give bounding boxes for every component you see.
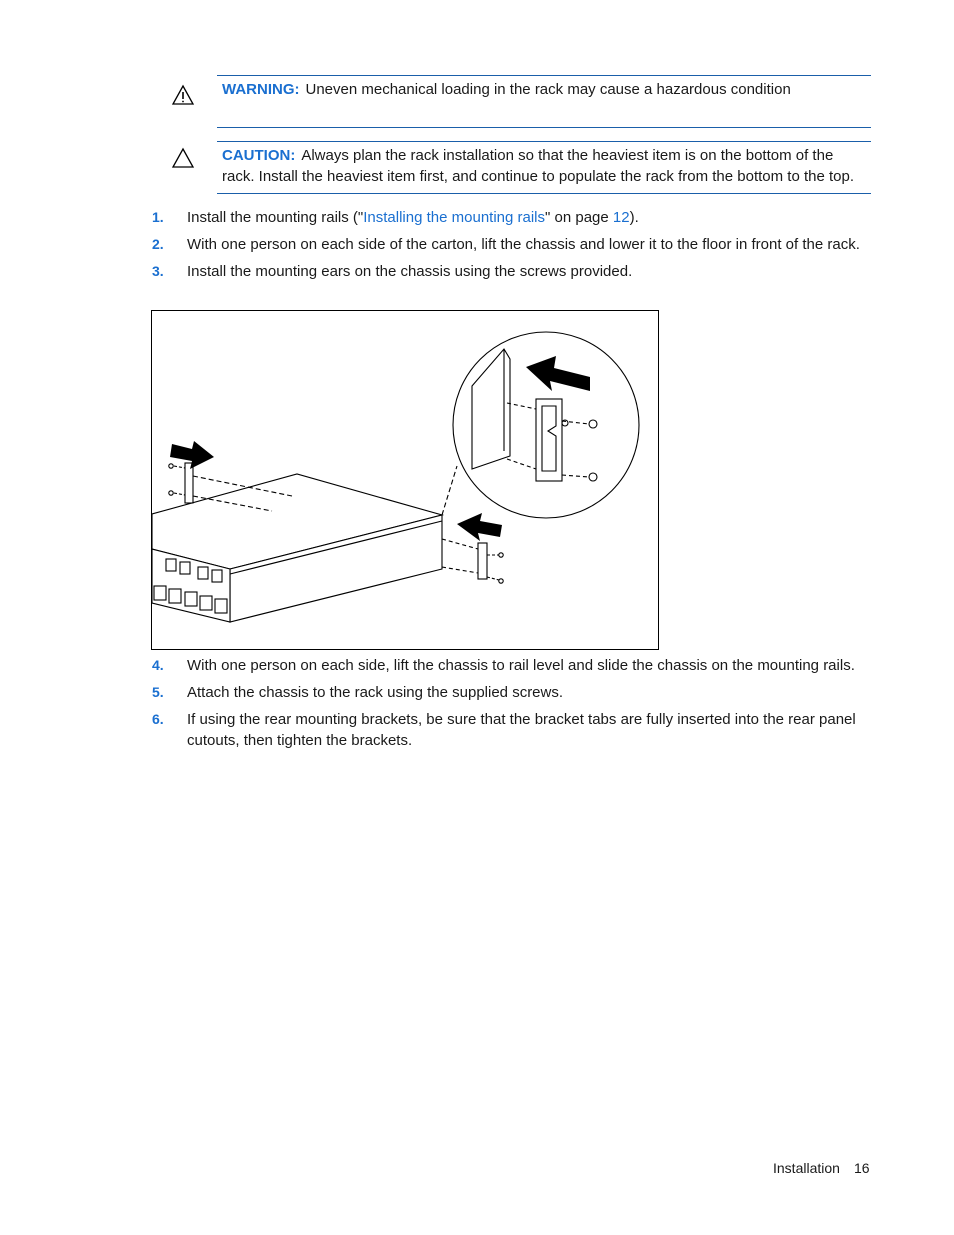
step-text: If using the rear mounting brackets, be sure that the bracket tabs are fully inserted into the rear panel cutouts, then tighten the brackets. (187, 711, 856, 749)
step-item (152, 234, 872, 255)
step-item (152, 682, 872, 703)
right-arrow-icon (457, 513, 502, 541)
caution-triangle-icon (171, 147, 195, 169)
warning-notice (217, 75, 871, 128)
step-item (152, 655, 872, 676)
step-text: With one person on each side, lift the chassis to rail level and slide the chassis on the mounting rails. (187, 657, 855, 674)
page-footer (773, 1158, 870, 1179)
step-text: Attach the chassis to the rack using the supplied screws. (187, 684, 564, 701)
mounting-ears-illustration (151, 310, 659, 650)
footer-section: Installation (773, 1160, 840, 1176)
step-number: 5. (152, 684, 164, 700)
steps-list-before-figure (152, 207, 872, 288)
step-item (152, 709, 872, 751)
warning-text: Uneven mechanical loading in the rack may cause a hazardous condition (305, 81, 791, 98)
warning-text-block (217, 76, 871, 100)
right-mounting-ear (478, 543, 487, 579)
detail-mounting-ear (536, 399, 562, 481)
caution-text: Always plan the rack installation so that the heaviest item is on the bottom of the rack. Install the heaviest item first, and continue to populate the rack from the bottom to the top. (222, 147, 855, 185)
chassis-drawing (152, 311, 657, 648)
caution-text-block (217, 142, 871, 187)
step-number: 6. (152, 711, 164, 727)
step-number: 2. (152, 236, 164, 252)
caution-label: CAUTION: (222, 147, 296, 164)
left-arrow-icon (170, 441, 214, 469)
step-item (152, 261, 872, 282)
page-12-link[interactable]: 12 (612, 209, 630, 226)
step-text-mid: " on page (545, 209, 613, 226)
installing-mounting-rails-link[interactable]: Installing the mounting rails (363, 209, 546, 226)
step-text: With one person on each side of the carton, lift the chassis and lower it to the floor in front of the rack. (187, 236, 860, 253)
step-item (152, 207, 872, 228)
step-number: 1. (152, 209, 164, 225)
left-mounting-ear (185, 463, 193, 503)
warning-label: WARNING: (222, 81, 300, 98)
warning-triangle-icon (171, 84, 195, 106)
step-text: Install the mounting ears on the chassis using the screws provided. (187, 263, 633, 280)
step-text-pre: Install the mounting rails (" (187, 209, 364, 226)
step-number: 4. (152, 657, 164, 673)
step-number: 3. (152, 263, 164, 279)
step-text-post: ). (629, 209, 639, 226)
caution-notice (217, 141, 871, 194)
steps-list-after-figure (152, 655, 872, 757)
page-number: 16 (853, 1160, 870, 1176)
